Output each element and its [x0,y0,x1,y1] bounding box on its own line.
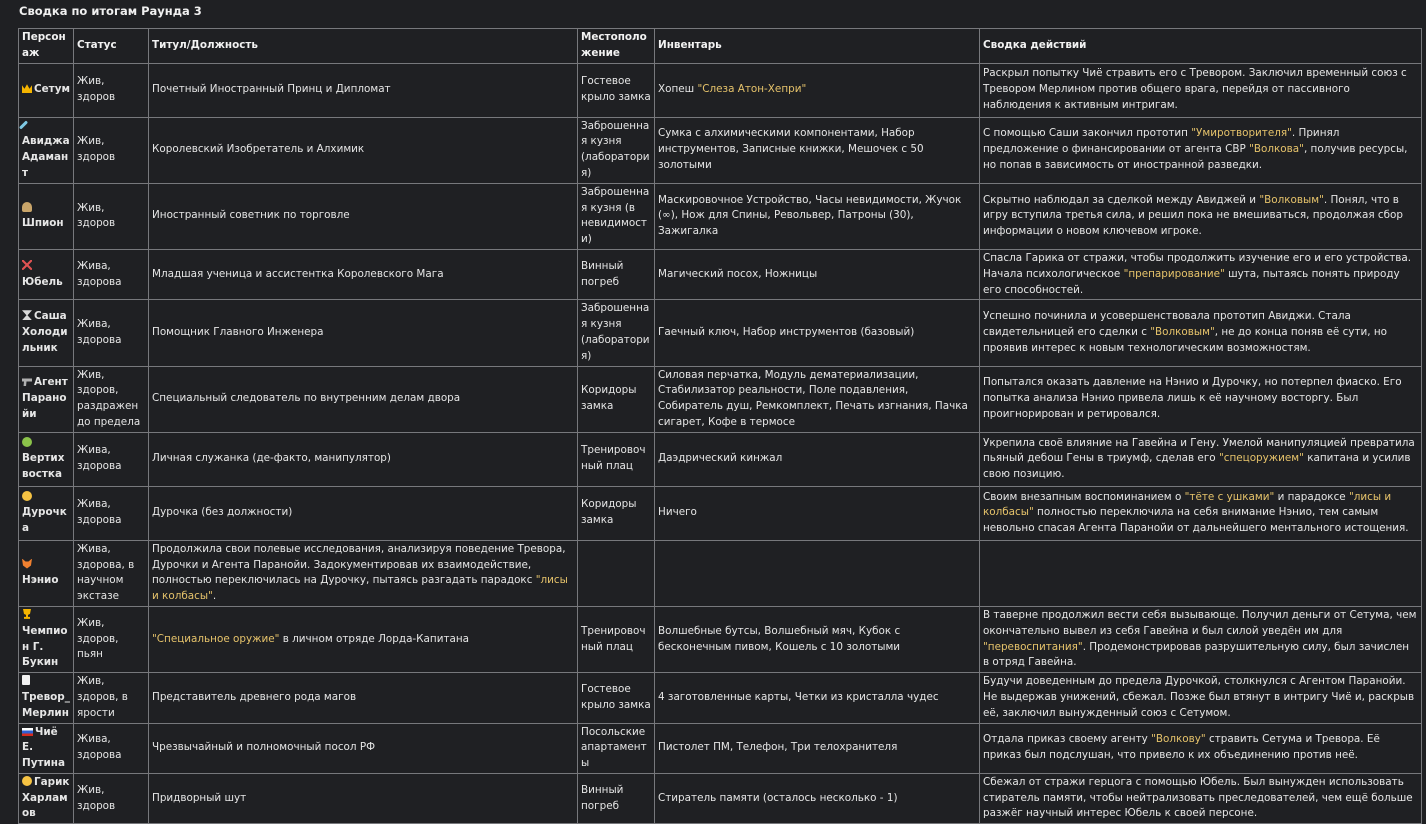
location-cell: Тренировочный плац [578,432,655,486]
character-cell [19,773,74,823]
laughing-face-icon [22,776,32,786]
character-cell [19,366,74,432]
spy-icon [22,202,32,212]
character-name: Тревор_Мерлин [22,690,70,719]
text-segment: Хопеш [658,83,698,96]
character-cell [19,723,74,773]
character-cell [19,300,74,366]
summary-cell [980,117,1422,183]
text-segment: Своим внезапным воспоминанием о [983,490,1185,503]
text-segment: полностью переключила на себя внимание Нэнио, тем самым невольно спасая Агента Паранойи от дальнейшего ментального истощения. [983,506,1409,535]
highlighted-term: "Волкова" [1249,143,1304,156]
inventory-cell [655,183,980,249]
status-cell: Жива, здорова [74,432,149,486]
text-segment: Раскрыл попытку Чиё стравить его с Тревором. Заключил временный союз с Тревором Мерлином против общего врага, перейдя от пассивного наблюдения к активным интригам. [983,67,1407,111]
russian-flag-icon [22,728,33,736]
status-cell: Жива, здорова [74,723,149,773]
column-header: Статус [74,29,149,64]
highlighted-term: "спецоружием" [1218,452,1304,465]
text-segment: Отдала приказ своему агенту [983,733,1152,746]
summary-cell [980,432,1422,486]
table-row [19,432,1422,486]
text-segment: , получив ресурсы, но попав в зависимость от иностранной разведки. [983,143,1408,172]
column-header: Инвентарь [655,29,980,64]
location-cell: Винный погреб [578,249,655,299]
highlighted-term: "Умиротворителя" [1191,127,1292,140]
location-cell: Гостевое крыло замка [578,63,655,117]
location-cell [578,540,655,606]
text-segment: В таверне продолжил вести себя вызывающе. Получил деньги от Сетума, чем окончательно вывел из себя Гавейна и был силой уведён им для [983,608,1417,637]
summary-cell [980,366,1422,432]
character-cell [19,540,74,606]
table-header-row [19,29,1422,64]
location-cell: Заброшенная кузня (лаборатория) [578,117,655,183]
location-cell: Посольские апартаменты [578,723,655,773]
hourglass-icon [22,310,32,320]
table-row [19,773,1422,823]
text-segment: . Продемонстрировав разрушительную силу, был зачислен в отряд Гавейна. [983,640,1410,669]
text-segment: Пистолет ПМ, Телефон, Три телохранителя [658,741,898,754]
text-segment: Ничего [658,506,697,519]
table-row [19,606,1422,672]
table-row [19,63,1422,117]
smiley-face-icon [22,491,32,501]
location-cell: Заброшенная кузня (в невидимости) [578,183,655,249]
title-cell: Представитель древнего рода магов [149,673,578,723]
text-segment: . Принял предложение о финансировании от агента СВР [983,127,1340,156]
column-header: Персонаж [19,29,74,64]
character-name: Авиджа Адамант [22,135,70,179]
trophy-icon [22,609,32,619]
text-segment: . Понял, что в игру вступила третья сила, и решил пока не вмешиваться, продолжая сбор информации о новом ключевом игроке. [983,193,1403,238]
inventory-cell [655,486,980,540]
summary-cell [980,673,1422,723]
status-cell: Жива, здорова [74,486,149,540]
table-row [19,540,1422,606]
highlighted-term: "Волковым" [1259,193,1324,206]
inventory-cell [655,540,980,606]
pipette-icon [19,120,28,129]
crown-icon [22,83,32,93]
character-name: Дурочка [22,506,67,535]
status-cell: Жива, здорова, в научном экстазе [74,540,149,606]
summary-cell [980,773,1422,823]
inventory-cell [655,300,980,366]
highlighted-term: "перевоспитания" [983,640,1083,653]
table-row [19,117,1422,183]
inventory-cell [655,432,980,486]
table-row [19,249,1422,299]
highlighted-term: "тёте с ушками" [1184,490,1275,503]
status-cell: Жив, здоров [74,773,149,823]
character-cell [19,606,74,672]
text-segment: Продолжила свои полевые исследования, анализируя поведение Тревора, Дурочки и Агента Паранойи. Задокументировав их взаимодействие, полностью переключилась на Дурочку, пытаясь разгадать парадокс [152,542,566,587]
title-cell: Королевский Изобретатель и Алхимик [149,117,578,183]
title-cell: Младшая ученица и ассистентка Королевского Мага [149,249,578,299]
summary-cell [980,300,1422,366]
inventory-cell [655,366,980,432]
inventory-cell [655,249,980,299]
summary-cell [980,63,1422,117]
summary-cell [980,249,1422,299]
character-name: Агент Паранойи [22,376,68,421]
status-cell: Жив, здоров, пьян [74,606,149,672]
table-row [19,723,1422,773]
highlighted-term: "препарирование" [1123,267,1225,280]
text-segment: стравить Сетума и Тревора. Её приказ был подслушан, что привело к их объединению против неё. [983,733,1380,762]
text-segment: Магический посох, Ножницы [658,267,818,280]
text-segment: Волшебные бутсы, Волшебный мяч, Кубок с бесконечным пивом, Кошель с 10 золотыми [658,624,901,653]
inventory-cell [655,673,980,723]
character-name: Сетум [34,83,70,96]
highlighted-term: "Слеза Атон-Хепри" [697,83,807,96]
title-cell: Иностранный советник по торговле [149,183,578,249]
table-row [19,673,1422,723]
location-cell: Коридоры замка [578,366,655,432]
card-icon [22,675,30,685]
summary-cell [980,183,1422,249]
character-name: Юбель [22,275,63,288]
table-row [19,300,1422,366]
location-cell: Коридоры замка [578,486,655,540]
text-segment: шута, пытаясь понять природу его способностей. [983,267,1400,296]
title-cell [149,606,578,672]
snake-icon [22,437,32,447]
summary-cell [980,540,1422,606]
text-segment: капитана и усилив свою позицию. [983,452,1411,481]
status-cell: Жив, здоров [74,63,149,117]
inventory-cell [655,723,980,773]
text-segment: , не до конца поняв её сути, но проявив интерес к новым технологическим возможностям. [983,326,1387,354]
text-segment: в личном отряде Лорда-Капитана [279,632,470,645]
location-cell: Тренировочный плац [578,606,655,672]
character-cell [19,117,74,183]
character-name: Чиё Е. Путина [22,725,65,770]
status-cell: Жив, здоров, в ярости [74,673,149,723]
text-segment: Попытался оказать давление на Нэнио и Дурочку, но потерпел фиаско. Его попытка анализа Нэнио привела лишь к её научному восторгу. Был проигнорирован и ретировался. [983,376,1402,421]
title-cell: Дурочка (без должности) [149,486,578,540]
highlighted-term: "Волковым" [1150,326,1215,339]
character-name: Чемпион Г. Букин [22,624,68,669]
text-segment: . [212,590,217,603]
gun-icon [22,376,32,386]
text-segment: С помощью Саши закончил прототип [983,127,1192,140]
column-header: Титул/Должность [149,29,578,64]
column-header: Местоположение [578,29,655,64]
status-cell: Жива, здорова [74,249,149,299]
crossed-swords-icon [22,260,32,270]
text-segment: Спасла Гарика от стражи, чтобы продолжить изучение его и его устройства. Начала психологическое [983,251,1412,280]
inventory-cell [655,606,980,672]
status-cell: Жив, здоров [74,183,149,249]
character-cell [19,183,74,249]
title-cell: Специальный следователь по внутренним делам двора [149,366,578,432]
title-cell [149,540,578,606]
title-cell: Чрезвычайный и полномочный посол РФ [149,723,578,773]
text-segment: Скрытно наблюдал за сделкой между Авиджей и [983,193,1260,206]
status-cell: Жива, здорова [74,300,149,366]
inventory-cell [655,773,980,823]
page-title: Сводка по итогам Раунда 3 [19,4,202,18]
title-cell: Придворный шут [149,773,578,823]
character-cell [19,249,74,299]
highlighted-term: "лисы и колбасы" [152,574,568,603]
text-segment: Сбежал от стражи герцога с помощью Юбель. Был вынужден использовать стиратель памяти, чтобы нейтрализовать преследователей, чем ещё больше разжёг научный интерес Юбель к своей персоне. [983,775,1413,820]
table-row [19,366,1422,432]
text-segment: и парадоксе [1274,490,1349,503]
text-segment: Успешно починила и усовершенствовала прототип Авиджи. Стала свидетельницей его сделки с [983,310,1351,339]
inventory-cell [655,117,980,183]
text-segment: Стиратель памяти (осталось несколько - 1) [658,791,898,804]
status-cell: Жив, здоров, раздражен до предела [74,366,149,432]
text-segment: Даэдрический кинжал [658,452,783,465]
fox-icon [22,559,32,569]
summary-cell [980,723,1422,773]
status-cell: Жив, здоров [74,117,149,183]
location-cell: Заброшенная кузня (лаборатория) [578,300,655,366]
text-segment: Маскировочное Устройство, Часы невидимости, Жучок (∞), Нож для Спины, Револьвер, Патроны (30), Зажигалка [658,193,962,238]
text-segment: Гаечный ключ, Набор инструментов (базовый) [658,326,915,339]
highlighted-term: "Волкову" [1151,733,1206,746]
character-name: Саша Холодильник [22,310,68,354]
character-cell [19,63,74,117]
character-name: Гарик Харламов [22,775,70,820]
table-row [19,486,1422,540]
text-segment: Сумка с алхимическими компонентами, Набор инструментов, Записные книжки, Мешочек с 50 золотыми [658,127,924,172]
character-cell [19,486,74,540]
text-segment: Силовая перчатка, Модуль дематериализации, Стабилизатор реальности, Поле подавления, Собиратель душ, Ремкомплект, Печать изгнания, Пачка сигарет, Кофе в термосе [658,368,968,428]
summary-cell [980,486,1422,540]
highlighted-term: "Специальное оружие" [152,632,280,645]
character-name: Нэнио [22,574,59,587]
table-row [19,183,1422,249]
character-cell [19,432,74,486]
summary-table [18,28,1422,824]
character-name: Вертихвостка [22,452,65,481]
title-cell: Личная служанка (де-факто, манипулятор) [149,432,578,486]
location-cell: Винный погреб [578,773,655,823]
text-segment: Укрепила своё влияние на Гавейна и Гену. Умелой манипуляцией превратила пьяный дебош Гены в триумф, сделав его [983,436,1415,465]
title-cell: Почетный Иностранный Принц и Дипломат [149,63,578,117]
text-segment: 4 заготовленные карты, Четки из кристалла чудес [658,690,939,703]
character-name: Шпион [22,217,64,230]
location-cell: Гостевое крыло замка [578,673,655,723]
column-header: Сводка действий [980,29,1422,64]
text-segment: Будучи доведенным до предела Дурочкой, столкнулся с Агентом Паранойи. Не выдержав унижений, сбежал. Позже был втянут в интригу Чиё и, раскрыв её, заключил вынужденный союз с Сетумом. [983,675,1415,719]
character-cell [19,673,74,723]
inventory-cell [655,63,980,117]
summary-cell [980,606,1422,672]
title-cell: Помощник Главного Инженера [149,300,578,366]
highlighted-term: "лисы и колбасы" [983,490,1392,519]
